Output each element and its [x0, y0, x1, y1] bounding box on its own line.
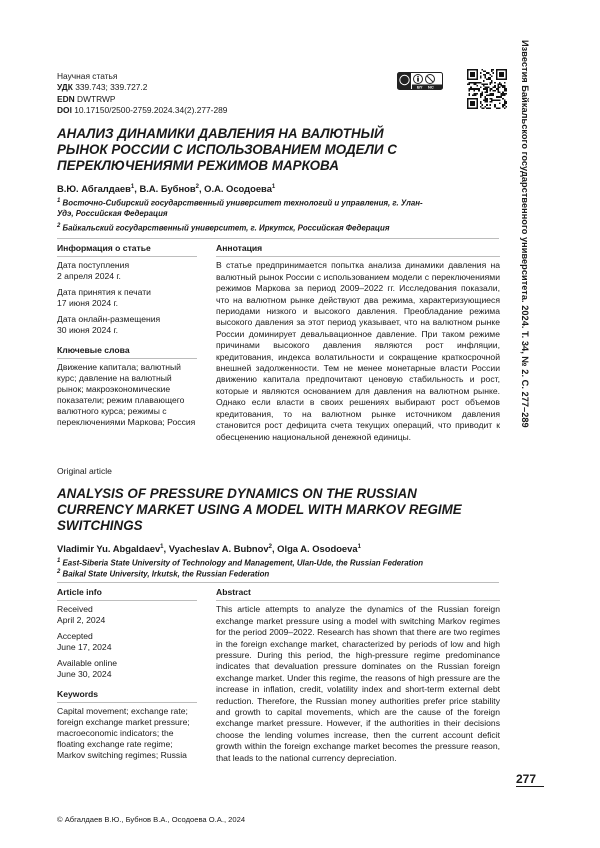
author-name: Olga A. Osodoeva	[277, 543, 358, 554]
svg-text:NC: NC	[428, 84, 434, 90]
info-value: April 2, 2024	[57, 615, 106, 625]
abstract-heading: Аннотация	[216, 243, 500, 257]
authors-ru: В.Ю. Абгалдаев$^1$, В.А. Бубнов$^2$, О.А. Осодоева$^1$	[57, 183, 276, 194]
author-sup: 1	[271, 183, 276, 190]
cc-license-icon[interactable]	[397, 72, 443, 90]
keywords-heading: Keywords	[57, 689, 197, 703]
affiliation-sup: 1	[57, 198, 61, 204]
info-item	[57, 604, 197, 626]
info-value: 30 июня 2024 г.	[57, 325, 118, 335]
edn-value: DWTRWP	[77, 93, 116, 104]
author-sup: 2	[268, 543, 272, 550]
author-name: О.А. Осодоева	[204, 183, 272, 194]
edn-line	[57, 94, 227, 105]
affiliation-text: Байкальский государственный университет, г. Иркутск, Российская Федерация	[62, 223, 390, 233]
article-metadata	[57, 71, 227, 117]
divider	[57, 582, 499, 583]
author-name: Vyacheslav A. Bubnov	[168, 543, 269, 554]
info-label: Received	[57, 604, 93, 614]
info-label: Дата принятия к печати	[57, 287, 151, 297]
authors-en: Vladimir Yu. Abgaldaev$^1$, Vyacheslav A. Bubnov$^2$, Olga A. Osodoeva$^1$	[57, 543, 361, 554]
keywords-text: Capital movement; exchange rate; foreign exchange market pressure; macroeconomic indicators; the floating exchange rate regime; Markov switching regimes; Russia	[57, 706, 190, 760]
doi-value[interactable]: 10.17150/2500-2759.2024.34(2).277-289	[74, 105, 228, 116]
author-name: В.А. Бубнов	[139, 183, 196, 194]
info-label: Дата онлайн-размещения	[57, 314, 161, 324]
affiliation-sup: 2	[57, 223, 61, 229]
doi-line	[57, 105, 227, 116]
keywords-text: Движение капитала; валютный курс; давление на валютный рынок; макроэкономические показатели; режим плавающего валютного курса; режимы с переключениями Маркова; Россия	[57, 362, 196, 427]
keywords-heading: Ключевые слова	[57, 345, 197, 359]
udk-line	[57, 82, 227, 93]
affiliation-sup: 2	[57, 569, 61, 575]
abstract-text: This article attempts to analyze the dynamics of the Russian foreign exchange market pressure using a model with switching Markov regimes for the period 2009–2022. Research has shown that there are two regimes in the foreign exchange market, characterized by periods of low and high pressure. During this period, the high-pressure regime predominance indicates that devaluation pressure dominates on the Russian foreign exchange market. Under this regime, the reasons of high pressure are the increase in inflation, credit, volatility index and short-term external debt reduction. Therefore, the Russian money authorities prefer price stability and growth to capital movements, which are the cause of the foreign exchange market pressure. However, if the authorities in their decisions choose the lending volumes increase, then the current account deficit growth within the foreign exchange market becomes the pressure reason, that leads to the national currency depreciation.	[216, 604, 500, 763]
info-item	[57, 287, 197, 309]
author-sup: 1	[130, 183, 135, 190]
divider	[57, 238, 499, 239]
page-number-rule	[516, 786, 544, 787]
affiliation-en-2	[57, 567, 497, 580]
page-number: 277	[516, 772, 537, 786]
author-sup: 1	[160, 543, 164, 550]
article-info-heading: Article info	[57, 587, 197, 601]
article-info-ru	[57, 243, 197, 428]
svg-text:BY: BY	[417, 84, 423, 90]
info-item	[57, 658, 197, 680]
article-type-ru: Научная статья	[57, 71, 118, 81]
abstract-text: В статье предпринимается попытка анализа динамики давления на валютный рынок России с использованием модели с переключениями режимов Маркова за период 2009–2022 гг. Исследования показали, что на валютном рынке действуют два режима, характеризующиеся периодами низкого и высокого давления. Преобладание режима высокого давления за этот период указывает, что на валютном рынке России доминирует девальвационное давление. При таком режиме причинами высокого давления являются рост инфляции, кредитования, индекса волатильности и сокращение краткосрочной внешней задолженности. Тем не менее монетарные власти России движению капитала предпочитают ценовую стабильность и рост, которые и являются основанием для давления на валютном рынке. Однако если власти в своих решениях выбирают рост объемов кредитования, то на валютном рынке источником давления становится рост дефицита счета текущих операций, что приводит к обесценению национальной денежной единицы.	[216, 260, 500, 442]
info-value: June 17, 2024	[57, 642, 112, 652]
udk-label: УДК	[57, 82, 73, 93]
author-sup: 1	[357, 543, 361, 550]
article-info-heading: Информация о статье	[57, 243, 197, 257]
affiliation-text: East-Siberia State University of Technology and Management, Ulan-Ude, the Russian Federation	[62, 558, 424, 568]
affiliation-text: Восточно-Сибирский государственный университет технологий и управления, г. Улан-Удэ, Российская Федерация	[57, 198, 423, 219]
affiliation-text: Baikal State University, Irkutsk, the Russian Federation	[62, 569, 270, 579]
info-value: 2 апреля 2024 г.	[57, 271, 121, 281]
edn-label: EDN	[57, 93, 75, 104]
affiliation-ru-1	[57, 196, 437, 220]
info-label: Accepted	[57, 631, 93, 641]
title-en: ANALYSIS OF PRESSURE DYNAMICS ON THE RUSSIAN CURRENCY MARKET USING A MODEL WITH MARKOV REGIME SWITCHINGS	[57, 486, 462, 533]
info-value: June 30, 2024	[57, 669, 112, 679]
affiliation-sup: 1	[57, 558, 61, 564]
info-label: Дата поступления	[57, 260, 130, 270]
info-item	[57, 631, 197, 653]
info-item	[57, 260, 197, 282]
qr-code-icon[interactable]	[467, 69, 507, 109]
journal-running-head	[520, 40, 542, 500]
author-name: В.Ю. Абгалдаев	[57, 183, 131, 194]
udk-value: 339.743; 339.727.2	[75, 82, 148, 93]
author-name: Vladimir Yu. Abgaldaev	[57, 543, 161, 554]
article-info-en	[57, 587, 197, 761]
info-item	[57, 314, 197, 336]
title-ru: АНАЛИЗ ДИНАМИКИ ДАВЛЕНИЯ НА ВАЛЮТНЫЙ РЫНОК РОССИИ С ИСПОЛЬЗОВАНИЕМ МОДЕЛИ С ПЕРЕКЛЮЧЕНИЯМИ РЕЖИМОВ МАРКОВА	[57, 126, 397, 173]
author-sup: 2	[195, 183, 199, 190]
info-label: Available online	[57, 658, 118, 668]
copyright-line: © Абгалдаев В.Ю., Бубнов В.А., Осодоева О.А., 2024	[57, 815, 246, 824]
info-value: 17 июня 2024 г.	[57, 298, 118, 308]
abstract-ru	[216, 243, 500, 443]
doi-label: DOI	[57, 105, 72, 116]
affiliation-ru-2	[57, 221, 437, 234]
abstract-heading: Abstract	[216, 587, 500, 601]
article-type-en: Original article	[57, 466, 112, 476]
journal-running-head-text: Известия Байкальского государственного университета. 2024. Т. 34, № 2. С. 277–289	[520, 40, 530, 428]
abstract-en	[216, 587, 500, 764]
